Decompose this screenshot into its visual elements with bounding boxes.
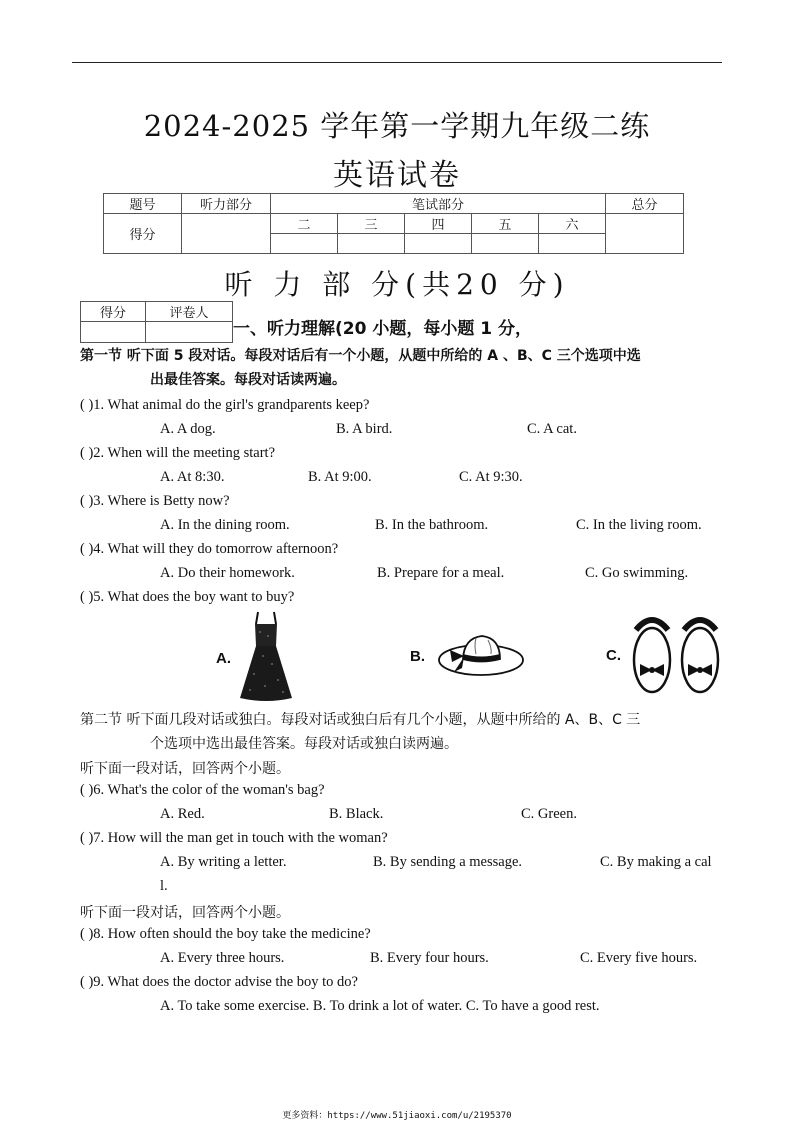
grader-name-label: 评卷人 (146, 302, 233, 322)
q2-option-a: A. At 8:30. (160, 469, 225, 485)
header-score: 得分 (104, 214, 182, 254)
exam-subtitle: 英语试卷 (333, 158, 461, 193)
q5-option-c: C. (606, 647, 621, 664)
q3-option-c: C. In the living room. (576, 517, 702, 533)
listening-score-cell[interactable] (182, 214, 271, 254)
q8-option-a: A. Every three hours. (160, 950, 285, 966)
q7-option-b: B. By sending a message. (373, 854, 523, 870)
q3-option-b: B. In the bathroom. (375, 517, 489, 533)
question-1: ( )1. What animal do the girl's grandparents keep? (80, 397, 370, 413)
col-two: 二 (271, 214, 338, 234)
header-writing: 笔试部分 (271, 194, 606, 214)
dialog-intro-1: 听下面一段对话，回答两个小题。 (80, 761, 290, 777)
question-7: ( )7. How will the man get in touch with the woman? (80, 830, 388, 846)
header-total: 总分 (606, 194, 684, 214)
q2-option-b: B. At 9:00. (308, 469, 372, 485)
question-6: ( )6. What's the color of the woman's bag? (80, 782, 325, 798)
q4-option-c: C. Go swimming. (585, 565, 689, 581)
hat-icon (436, 628, 526, 680)
grader-table (80, 301, 233, 343)
col-five: 五 (472, 214, 539, 234)
score-table (103, 193, 684, 254)
section2-instructions-line2: 个选项中选出最佳答案。每段对话或独白读两遍。 (150, 736, 458, 752)
score-cell-three[interactable] (338, 234, 405, 254)
score-cell-six[interactable] (539, 234, 606, 254)
grader-name-cell[interactable] (146, 322, 233, 343)
section2-instructions-line1: 第二节 听下面几段对话或独白。每段对话或独白后有几个小题，从题中所给的 A、B、C 三 (80, 712, 641, 728)
sandals-icon (630, 608, 726, 696)
q5-option-a: A. (216, 650, 231, 667)
q7-option-c: C. By making a cal (600, 854, 712, 870)
col-six: 六 (539, 214, 606, 234)
q1-option-c: C. A cat. (527, 421, 577, 437)
score-cell-two[interactable] (271, 234, 338, 254)
q6-option-b: B. Black. (329, 806, 384, 822)
total-score-cell[interactable] (606, 214, 684, 254)
col-four: 四 (405, 214, 472, 234)
dialog-intro-2: 听下面一段对话，回答两个小题。 (80, 905, 290, 921)
question-8: ( )8. How often should the boy take the medicine? (80, 926, 371, 942)
footer-link[interactable]: 更多资料：https://www.51jiaoxi.com/u/2195370 (282, 1111, 512, 1121)
listening-section-title: 听 力 部 分(共20 分) (224, 268, 570, 301)
question-3: ( )3. Where is Betty now? (80, 493, 230, 509)
question-4: ( )4. What will they do tomorrow afternoon? (80, 541, 339, 557)
q6-option-c: C. Green. (521, 806, 577, 822)
question-2: ( )2. When will the meeting start? (80, 445, 276, 461)
q9-options: A. To take some exercise. B. To drink a lot of water. C. To have a good rest. (160, 998, 600, 1014)
col-three: 三 (338, 214, 405, 234)
score-cell-five[interactable] (472, 234, 539, 254)
q1-option-a: A. A dog. (160, 421, 216, 437)
header-rule (72, 62, 722, 63)
q3-option-a: A. In the dining room. (160, 517, 290, 533)
q6-option-a: A. Red. (160, 806, 205, 822)
q1-option-b: B. A bird. (336, 421, 393, 437)
header-question-no: 题号 (104, 194, 182, 214)
part1-title: 一、听力理解(20 小题，每小题 1 分， (233, 319, 533, 339)
section1-instructions-line2: 出最佳答案。每段对话读两遍。 (150, 372, 346, 388)
q4-option-a: A. Do their homework. (160, 565, 295, 581)
question-5: ( )5. What does the boy want to buy? (80, 589, 295, 605)
score-cell-four[interactable] (405, 234, 472, 254)
header-listening: 听力部分 (182, 194, 271, 214)
question-9: ( )9. What does the doctor advise the boy to do? (80, 974, 358, 990)
q7-option-a: A. By writing a letter. (160, 854, 287, 870)
grader-score-label: 得分 (81, 302, 146, 322)
q5-option-b: B. (410, 648, 425, 665)
q4-option-b: B. Prepare for a meal. (377, 565, 505, 581)
q2-option-c: C. At 9:30. (459, 469, 523, 485)
exam-title: 2024-2025 学年第一学期九年级二练 (143, 109, 651, 143)
section1-instructions-line1: 第一节 听下面 5 段对话。每段对话后有一个小题，从题中所给的 A 、B、C 三个选项中选 (80, 348, 641, 364)
q7-option-c-wrap: l. (160, 878, 168, 894)
grader-score-cell[interactable] (81, 322, 146, 343)
q8-option-c: C. Every five hours. (580, 950, 698, 966)
dress-icon (238, 610, 294, 702)
q8-option-b: B. Every four hours. (370, 950, 489, 966)
